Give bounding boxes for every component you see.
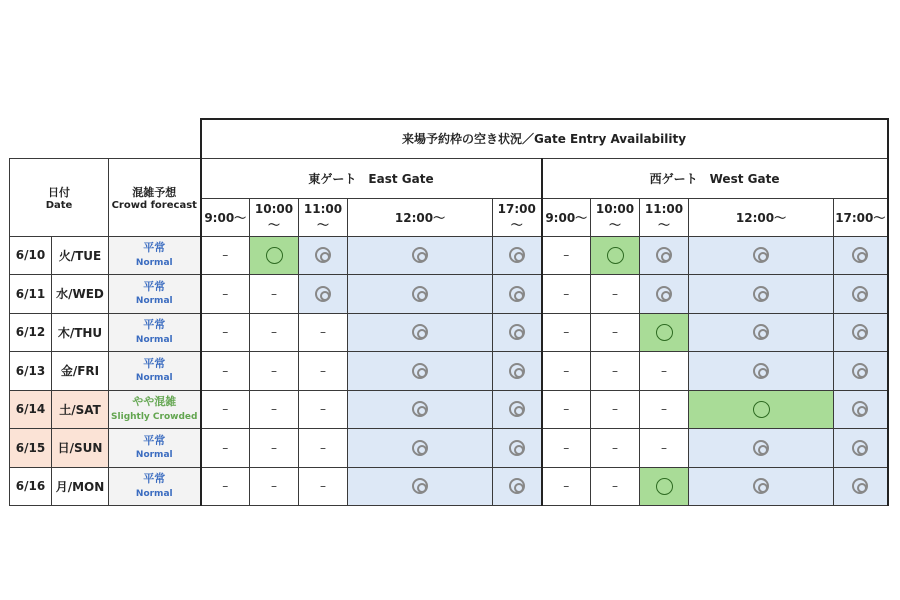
dash-mark: –: [612, 479, 619, 494]
corner-blank: [10, 119, 201, 158]
double-circle-icon: [412, 247, 428, 263]
east-time-header: 9:00～: [201, 198, 250, 236]
west-time-header: 12:00～: [689, 198, 834, 236]
west-slot-cell: [640, 236, 689, 275]
dash-mark: –: [320, 402, 327, 417]
double-circle-icon: [753, 324, 769, 340]
double-circle-icon: [753, 286, 769, 302]
dash-mark: –: [320, 479, 327, 494]
east-slot-cell: [201, 236, 250, 275]
west-slot-cell: [834, 467, 888, 506]
forecast-jp: やや混雑: [132, 395, 177, 409]
date-header: [10, 158, 109, 236]
day-cell: 日/SUN: [52, 429, 109, 468]
west-slot-cell: [591, 390, 640, 429]
west-slot-cell: [689, 275, 834, 314]
table-row: [10, 313, 888, 352]
east-slot-cell: [348, 352, 493, 391]
dash-mark: –: [563, 479, 570, 494]
east-slot-cell: [299, 275, 348, 314]
day-cell: 木/THU: [52, 313, 109, 352]
double-circle-icon: [509, 478, 525, 494]
circle-icon: [656, 478, 673, 495]
west-slot-cell: [689, 236, 834, 275]
dash-mark: –: [271, 286, 278, 301]
east-slot-cell: [493, 313, 542, 352]
forecast-en: Normal: [135, 257, 173, 268]
west-slot-cell: [640, 390, 689, 429]
west-slot-cell: [542, 390, 591, 429]
west-slot-cell: [834, 313, 888, 352]
table-row: [10, 352, 888, 391]
double-circle-icon: [656, 286, 672, 302]
forecast-jp: 平常: [143, 318, 166, 332]
dash-mark: –: [320, 325, 327, 340]
double-circle-icon: [852, 440, 868, 456]
east-slot-cell: [201, 467, 250, 506]
date-cell: 6/15: [10, 429, 52, 468]
west-time-header: 10:00～: [591, 198, 640, 236]
double-circle-icon: [412, 401, 428, 417]
date-cell: 6/11: [10, 275, 52, 314]
west-slot-cell: [834, 236, 888, 275]
forecast-jp: 平常: [143, 279, 166, 293]
dash-mark: –: [563, 440, 570, 455]
date-header-en: Date: [45, 199, 73, 211]
east-slot-cell: [250, 275, 299, 314]
dash-mark: –: [612, 363, 619, 378]
west-slot-cell: [591, 313, 640, 352]
east-slot-cell: [493, 275, 542, 314]
east-slot-cell: [250, 236, 299, 275]
dash-mark: –: [271, 325, 278, 340]
double-circle-icon: [509, 247, 525, 263]
east-slot-cell: [250, 313, 299, 352]
west-time-header: 11:00～: [640, 198, 689, 236]
west-slot-cell: [834, 352, 888, 391]
double-circle-icon: [412, 324, 428, 340]
double-circle-icon: [509, 401, 525, 417]
dash-mark: –: [612, 325, 619, 340]
day-cell: 金/FRI: [52, 352, 109, 391]
east-slot-cell: [348, 275, 493, 314]
forecast-jp: 平常: [143, 356, 166, 370]
dash-mark: –: [222, 286, 229, 301]
table-row: [10, 429, 888, 468]
forecast-en: Normal: [135, 296, 173, 307]
west-slot-cell: [834, 275, 888, 314]
east-slot-cell: [493, 236, 542, 275]
west-gate-header: 西ゲート West Gate: [542, 158, 888, 198]
availability-table-container: [9, 118, 889, 506]
dash-mark: –: [222, 440, 229, 455]
dash-mark: –: [271, 363, 278, 378]
date-cell: 6/10: [10, 236, 52, 275]
east-gate-header: 東ゲート East Gate: [201, 158, 542, 198]
west-slot-cell: [542, 352, 591, 391]
table-row: [10, 467, 888, 506]
east-slot-cell: [250, 467, 299, 506]
dash-mark: –: [612, 286, 619, 301]
forecast-en: Slightly Crowded: [111, 411, 198, 422]
east-time-header: 11:00～: [299, 198, 348, 236]
dash-mark: –: [222, 402, 229, 417]
west-slot-cell: [689, 429, 834, 468]
forecast-en: Normal: [135, 373, 173, 384]
west-slot-cell: [591, 236, 640, 275]
dash-mark: –: [612, 440, 619, 455]
east-slot-cell: [348, 236, 493, 275]
west-slot-cell: [689, 313, 834, 352]
dash-mark: –: [661, 402, 668, 417]
east-slot-cell: [493, 429, 542, 468]
double-circle-icon: [315, 286, 331, 302]
dash-mark: –: [612, 402, 619, 417]
double-circle-icon: [852, 478, 868, 494]
dash-mark: –: [222, 248, 229, 263]
dash-mark: –: [271, 479, 278, 494]
dash-mark: –: [563, 402, 570, 417]
east-slot-cell: [299, 390, 348, 429]
east-time-header: 12:00～: [348, 198, 493, 236]
west-slot-cell: [640, 429, 689, 468]
double-circle-icon: [412, 440, 428, 456]
double-circle-icon: [509, 286, 525, 302]
west-slot-cell: [542, 467, 591, 506]
west-slot-cell: [689, 352, 834, 391]
double-circle-icon: [852, 247, 868, 263]
west-slot-cell: [689, 390, 834, 429]
forecast-cell: [109, 313, 201, 352]
east-slot-cell: [299, 467, 348, 506]
dash-mark: –: [320, 440, 327, 455]
availability-table: [9, 118, 889, 506]
double-circle-icon: [852, 401, 868, 417]
forecast-header-en: Crowd forecast: [111, 199, 197, 211]
forecast-jp: 平常: [143, 241, 166, 255]
double-circle-icon: [656, 247, 672, 263]
west-slot-cell: [689, 467, 834, 506]
date-cell: 6/13: [10, 352, 52, 391]
west-time-header: 17:00～: [834, 198, 888, 236]
east-slot-cell: [493, 467, 542, 506]
east-slot-cell: [348, 313, 493, 352]
forecast-cell: [109, 236, 201, 275]
double-circle-icon: [753, 363, 769, 379]
dash-mark: –: [271, 440, 278, 455]
east-slot-cell: [299, 352, 348, 391]
forecast-cell: [109, 429, 201, 468]
double-circle-icon: [852, 363, 868, 379]
east-slot-cell: [348, 467, 493, 506]
east-slot-cell: [348, 390, 493, 429]
dash-mark: –: [563, 363, 570, 378]
west-time-header: 9:00～: [542, 198, 591, 236]
east-slot-cell: [493, 390, 542, 429]
dash-mark: –: [222, 325, 229, 340]
east-slot-cell: [299, 236, 348, 275]
circle-icon: [753, 401, 770, 418]
dash-mark: –: [320, 363, 327, 378]
east-slot-cell: [201, 429, 250, 468]
forecast-cell: [109, 275, 201, 314]
east-slot-cell: [250, 390, 299, 429]
double-circle-icon: [315, 247, 331, 263]
west-slot-cell: [640, 467, 689, 506]
west-slot-cell: [591, 429, 640, 468]
west-slot-cell: [591, 467, 640, 506]
west-slot-cell: [542, 313, 591, 352]
east-slot-cell: [250, 352, 299, 391]
table-row: [10, 275, 888, 314]
double-circle-icon: [852, 324, 868, 340]
east-time-header: 17:00～: [493, 198, 542, 236]
day-cell: 水/WED: [52, 275, 109, 314]
double-circle-icon: [753, 440, 769, 456]
dash-mark: –: [563, 286, 570, 301]
dash-mark: –: [661, 440, 668, 455]
day-cell: 土/SAT: [52, 390, 109, 429]
east-slot-cell: [250, 429, 299, 468]
west-slot-cell: [834, 429, 888, 468]
table-row: [10, 236, 888, 275]
table-row: [10, 390, 888, 429]
west-slot-cell: [591, 352, 640, 391]
dash-mark: –: [661, 363, 668, 378]
west-slot-cell: [640, 313, 689, 352]
day-cell: 月/MON: [52, 467, 109, 506]
date-header-jp: 日付: [48, 185, 70, 199]
double-circle-icon: [509, 363, 525, 379]
date-cell: 6/16: [10, 467, 52, 506]
forecast-header-jp: 混雑予想: [132, 185, 177, 199]
forecast-header: [109, 158, 201, 236]
double-circle-icon: [753, 478, 769, 494]
east-slot-cell: [201, 313, 250, 352]
double-circle-icon: [509, 440, 525, 456]
east-slot-cell: [201, 275, 250, 314]
day-cell: 火/TUE: [52, 236, 109, 275]
west-slot-cell: [542, 429, 591, 468]
double-circle-icon: [412, 363, 428, 379]
forecast-en: Normal: [135, 488, 173, 499]
double-circle-icon: [412, 286, 428, 302]
west-slot-cell: [542, 275, 591, 314]
double-circle-icon: [509, 324, 525, 340]
west-slot-cell: [640, 352, 689, 391]
east-slot-cell: [299, 313, 348, 352]
west-slot-cell: [542, 236, 591, 275]
east-slot-cell: [299, 429, 348, 468]
double-circle-icon: [852, 286, 868, 302]
forecast-en: Normal: [135, 450, 173, 461]
east-slot-cell: [348, 429, 493, 468]
date-cell: 6/12: [10, 313, 52, 352]
west-slot-cell: [591, 275, 640, 314]
dash-mark: –: [563, 325, 570, 340]
forecast-en: Normal: [135, 334, 173, 345]
forecast-cell: [109, 390, 201, 429]
forecast-cell: [109, 352, 201, 391]
circle-icon: [656, 324, 673, 341]
forecast-jp: 平常: [143, 433, 166, 447]
circle-icon: [607, 247, 624, 264]
date-cell: 6/14: [10, 390, 52, 429]
dash-mark: –: [222, 479, 229, 494]
circle-icon: [266, 247, 283, 264]
table-title: 来場予約枠の空き状況／Gate Entry Availability: [201, 119, 888, 158]
double-circle-icon: [753, 247, 769, 263]
forecast-jp: 平常: [143, 472, 166, 486]
east-slot-cell: [493, 352, 542, 391]
dash-mark: –: [271, 402, 278, 417]
dash-mark: –: [222, 363, 229, 378]
double-circle-icon: [412, 478, 428, 494]
dash-mark: –: [563, 248, 570, 263]
east-time-header: 10:00～: [250, 198, 299, 236]
west-slot-cell: [834, 390, 888, 429]
east-slot-cell: [201, 352, 250, 391]
forecast-cell: [109, 467, 201, 506]
east-slot-cell: [201, 390, 250, 429]
west-slot-cell: [640, 275, 689, 314]
